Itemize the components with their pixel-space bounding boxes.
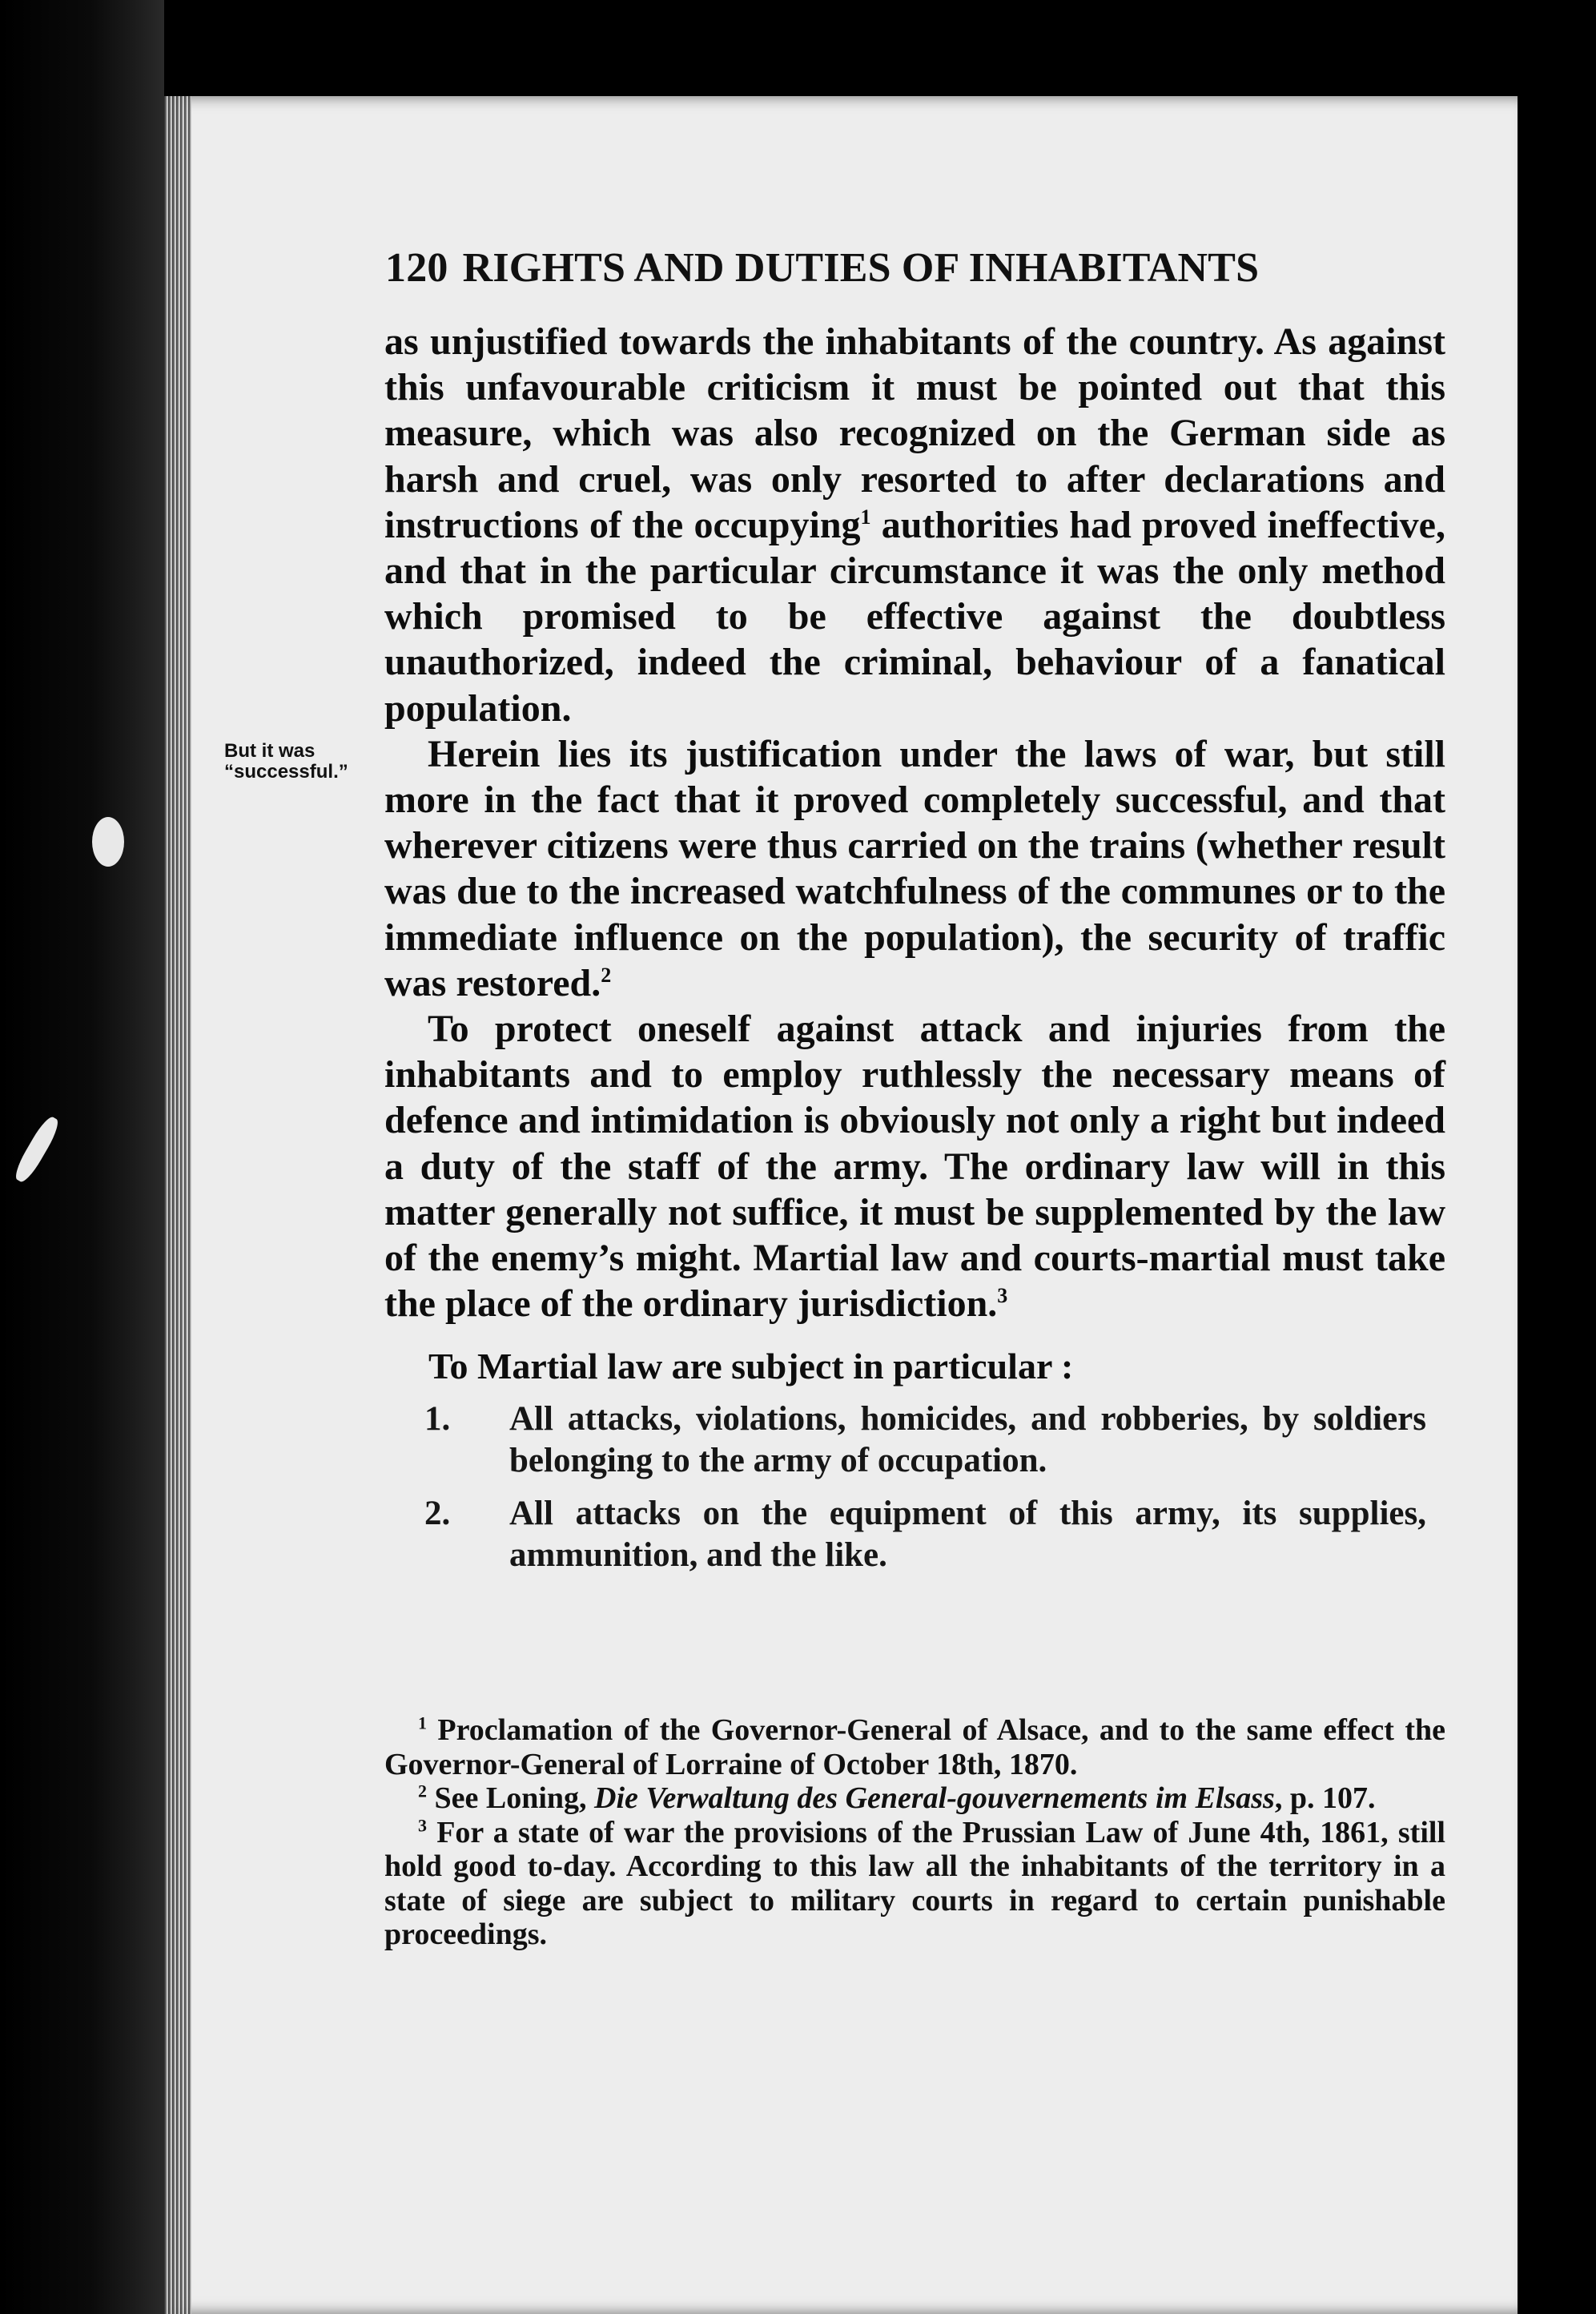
footnote-ref: 1 xyxy=(860,505,871,529)
footnote xyxy=(384,1781,1445,1816)
running-header xyxy=(385,244,1446,292)
running-title: RIGHTS AND DUTIES OF INHABITANTS xyxy=(462,245,1260,291)
scan-border-right xyxy=(1518,0,1596,2314)
footnote-text: For a state of war the provisions of the Prussian Law of June 4th, 1861, still hold good to-day. According to this law all the inhabitants of the territory in a state of siege are subject to military courts in regard to certain punishable proceedings. xyxy=(384,1815,1445,1951)
scan-speck xyxy=(92,817,124,867)
paragraph-text: authorities had proved ineffective, and that in the particular circumstance it was the only method which promised to be effective against the doubtless unauthorized, indeed the criminal, behaviour of a fanatical population. xyxy=(384,503,1445,730)
list-item xyxy=(384,1493,1445,1576)
footnote-ref: 2 xyxy=(601,963,612,987)
footnote-text: Proclamation of the Governor-General of Alsace, and to the same effect the Governor-General of Lorraine of October 18th, 1870. xyxy=(384,1713,1445,1781)
list-item-text: All attacks, violations, homicides, and robberies, by soldiers belonging to the army of occupation. xyxy=(509,1400,1426,1480)
footnote-mark: 1 xyxy=(418,1712,427,1733)
list-item xyxy=(384,1398,1445,1482)
list-number: 1. xyxy=(424,1400,451,1439)
paragraph xyxy=(384,319,1445,731)
paragraph-text: as unjustified towards the inhabitants of the country. As against this unfavourable criticism it must be pointed out that this measure, which was also recognized on the German side as harsh and cruel, was only resorted to after declarations and instructions of the occupying xyxy=(384,320,1445,546)
paragraph-text: To protect oneself against attack and injuries from the inhabitants and to employ ruthlessly the necessary means of defence and intimidation is obviously not only a right but indeed a duty of the staff of the army. The ordinary law will in this matter generally not suffice, it must be supplemented by the law of the enemy’s might. Martial law and courts-martial must take the place of the ordinary jurisdiction. xyxy=(384,1008,1445,1326)
paragraph-text: Herein lies its justification under the laws of war, but still more in the fact that it proved completely successful, and that wherever citizens were thus carried on the trains (whether result was due to the increased watchfulness of the communes or to the immediate influence on the population), the security of traffic was restored. xyxy=(384,732,1445,1004)
footnote-mark: 2 xyxy=(418,1781,427,1801)
paragraph xyxy=(384,1006,1445,1326)
footnote xyxy=(384,1713,1445,1781)
body-text xyxy=(384,319,1445,1588)
footnote-text: See Loning, xyxy=(427,1781,595,1815)
margin-note xyxy=(224,741,376,783)
list-number: 2. xyxy=(424,1495,451,1533)
footnote xyxy=(384,1816,1445,1952)
paragraph xyxy=(384,731,1445,1006)
numbered-list xyxy=(384,1398,1445,1576)
list-intro: To Martial law are subject in particular : xyxy=(428,1346,1074,1387)
margin-note-line: But it was xyxy=(224,740,316,762)
cited-work-title: Die Verwaltung des General-gouvernements im Elsass xyxy=(594,1781,1275,1815)
list-item-text: All attacks on the equipment of this army, its supplies, ammunition, and the like. xyxy=(509,1495,1426,1575)
footnote-ref: 3 xyxy=(997,1284,1008,1308)
margin-note-line: “successful.” xyxy=(224,761,348,783)
footnotes xyxy=(384,1713,1445,1952)
page-number: 120 xyxy=(385,245,448,291)
footnote-text: , p. 107. xyxy=(1274,1781,1376,1815)
footnote-mark: 3 xyxy=(418,1814,427,1835)
